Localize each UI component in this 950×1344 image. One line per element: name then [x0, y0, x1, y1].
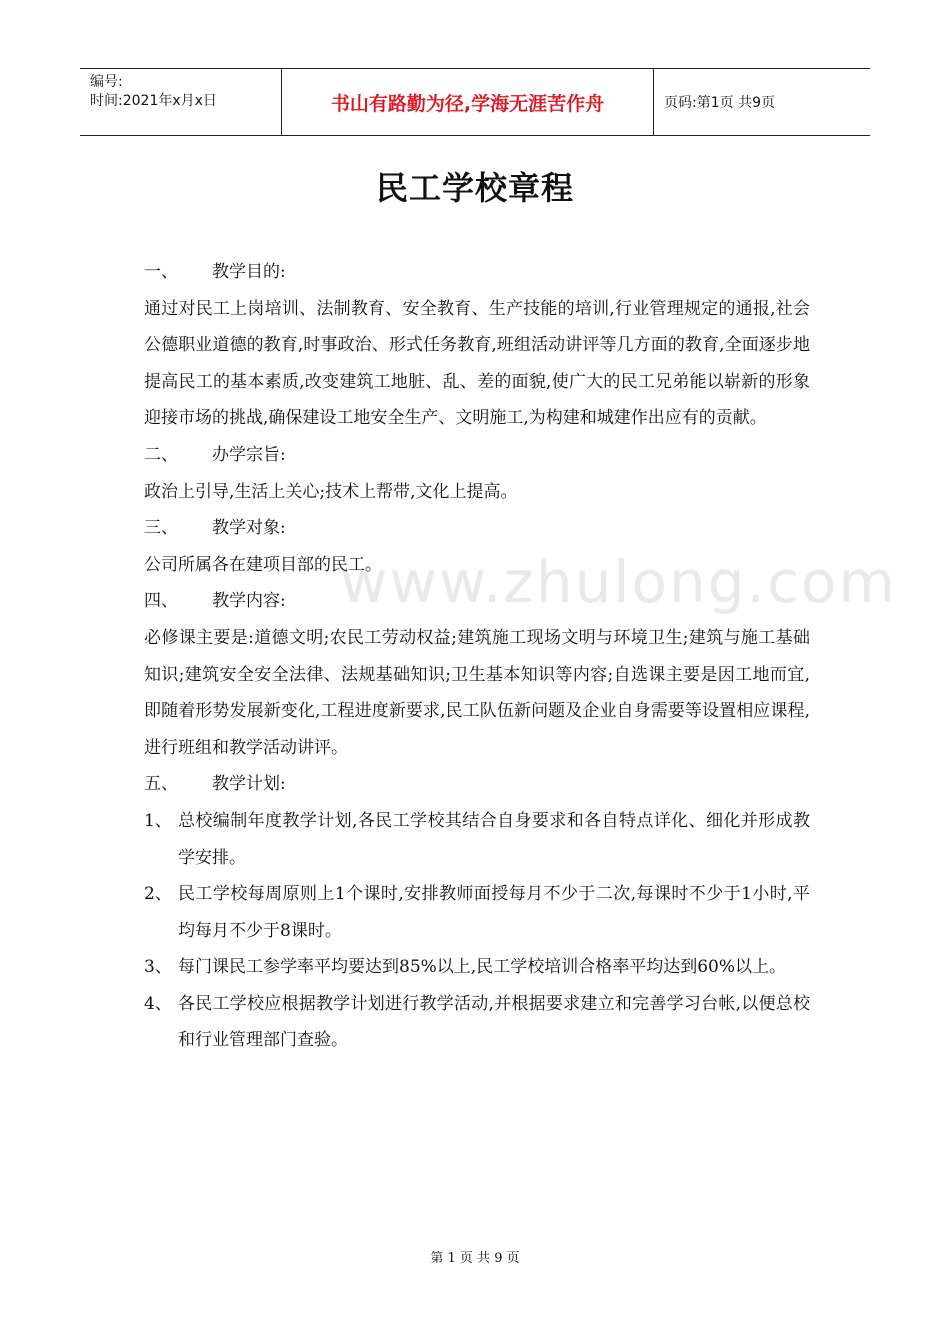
document-body — [144, 254, 810, 1059]
plan-item-4: 4、 各民工学校应根据教学计划进行教学活动,并根据要求建立和完善学习台帐,以便总校和行业管理部门查验。 — [144, 993, 810, 1051]
header-meta-cell — [80, 69, 282, 135]
plan-item-3: 3、 每门课民工参学率平均要达到85%以上,民工学校培训合格率平均达到60%以上。 — [144, 957, 786, 978]
doc-time-label: 时间:2021年x月x日 — [90, 93, 217, 109]
section-heading-5: 五、 教学计划: — [144, 774, 286, 795]
header-motto: 书山有路勤为径,学海无涯苦作舟 — [282, 69, 654, 135]
section-text-3: 公司所属各在建项目部的民工。 — [144, 554, 382, 575]
header-page-info: 页码:第1页 共9页 — [664, 95, 775, 111]
section-heading-1: 一、 教学目的: — [144, 262, 286, 282]
doc-code-label: 编号: — [90, 74, 123, 90]
page-footer: 第 1 页 共 9 页 — [430, 1251, 520, 1266]
section-text-2: 政治上引导,生活上关心;技术上帮带,文化上提高。 — [144, 481, 518, 502]
section-heading-3: 三、 教学对象: — [144, 518, 286, 539]
page-title: 民工学校章程 — [375, 169, 574, 207]
section-text-4: 必修课主要是:道德文明;农民工劳动权益;建筑施工现场文明与环境卫生;建筑与施工基础知识;建筑安全安全法律、法规基础知识;卫生基本知识等内容;自选课主要是因工地而宜,即随着形势发展新变化,工程进度新要求,民工队伍新问题及企业自身需要等设置相应课程,进行班组和教学活动讲评。 — [144, 627, 810, 758]
header-table — [80, 68, 870, 136]
watermark: www.zhulong.com — [340, 548, 897, 616]
plan-item-2: 2、 民工学校每周原则上1个课时,安排教师面授每月不少于二次,每课时不少于1小时,平均每月不少于8课时。 — [144, 884, 810, 941]
plan-item-1: 1、 总校编制年度教学计划,各民工学校其结合自身要求和各自特点详化、细化并形成教学安排。 — [144, 810, 810, 868]
section-heading-4: 四、 教学内容: — [144, 591, 286, 612]
section-text-1: 通过对民工上岗培训、法制教育、安全教育、生产技能的培训,行业管理规定的通报,社会公德职业道德的教育,时事政治、形式任务教育,班组活动讲评等几方面的教育,全面逐步地提高民工的基本素质,改变建筑工地脏、乱、差的面貌,使广大的民工兄弟能以崭新的形象迎接市场的挑战,确保建设工地安全生产、文明施工,为构建和城建作出应有的贡献。 — [144, 298, 810, 429]
section-heading-2: 二、 办学宗旨: — [144, 444, 286, 465]
